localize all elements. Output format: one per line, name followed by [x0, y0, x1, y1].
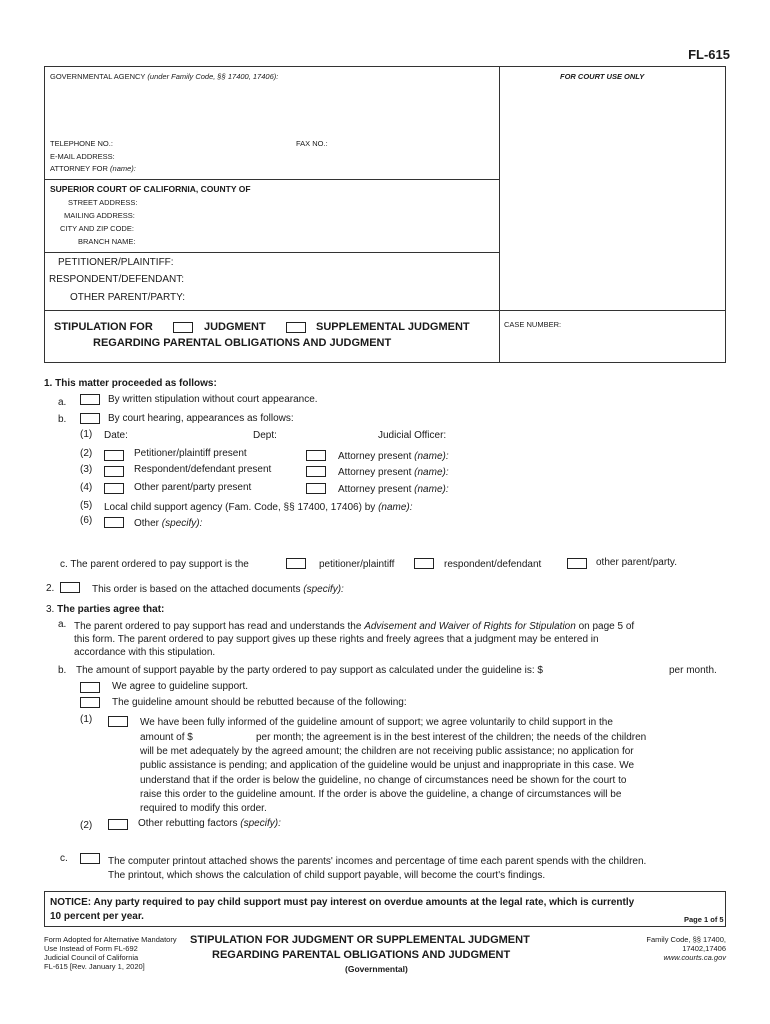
other-present-label: Other parent/party present: [134, 482, 252, 493]
branch-name-label: BRANCH NAME:: [78, 237, 136, 246]
s3a-text-1: The parent ordered to pay support has read and understands the: [74, 621, 362, 632]
page-number: Page 1 of 5: [684, 915, 724, 924]
s1b-text: By court hearing, appearances as follows:: [108, 413, 294, 424]
s1b3-num: (3): [80, 464, 93, 475]
r2-checkbox[interactable]: [108, 819, 128, 830]
r1-line7: required to modify this order.: [140, 803, 267, 814]
r1-line3: will be met adequately by the agreed amount; the children are not receiving public assistance; no application for: [140, 746, 634, 757]
s3a-advisement: Advisement and Waiver of Rights for Stipulation: [364, 621, 576, 632]
s3a-line2: this form. The parent ordered to pay support gives up these rights and freely agrees that a judgment may be entered in: [74, 634, 599, 645]
other-present-checkbox[interactable]: [104, 483, 124, 494]
r2-specify-hint: (specify):: [240, 818, 281, 829]
footer-left-4: FL-615 [Rev. January 1, 2020]: [44, 962, 145, 971]
respondent-label: RESPONDENT/DEFENDANT:: [49, 274, 185, 285]
r2-num: (2): [80, 820, 93, 831]
agree-guideline-checkbox[interactable]: [80, 682, 100, 693]
notice-line2: 10 percent per year.: [50, 911, 144, 922]
s1b5-num: (5): [80, 500, 93, 511]
agree-guideline-label: We agree to guideline support.: [112, 681, 249, 692]
rebutted-checkbox[interactable]: [80, 697, 100, 708]
other-appearance-checkbox[interactable]: [104, 517, 124, 528]
s1c-letter: c.: [60, 559, 68, 570]
telephone-label: TELEPHONE NO.:: [50, 139, 113, 148]
s1b4-num: (4): [80, 482, 93, 493]
date-label: Date:: [104, 430, 128, 441]
street-address-label: STREET ADDRESS:: [68, 198, 138, 207]
per-month-label: per month.: [669, 665, 717, 676]
s3c-line1: The computer printout attached shows the parents' incomes and percentage of time each parent spends with the children.: [108, 856, 647, 867]
s2-checkbox[interactable]: [60, 582, 80, 593]
footer-left-1: Form Adopted for Alternative Mandatory: [44, 935, 177, 944]
lcsa-name-hint: (name):: [378, 502, 413, 513]
pay-petitioner-label: petitioner/plaintiff: [319, 559, 395, 570]
pay-petitioner-checkbox[interactable]: [286, 558, 306, 569]
petitioner-present-checkbox[interactable]: [104, 450, 124, 461]
r1-line5: understand that if the order is below the guideline, no change of circumstances need be shown for the court to: [140, 775, 627, 786]
attorney-present-text: Attorney present: [338, 467, 412, 478]
pay-other-label: other parent/party.: [596, 557, 677, 568]
s3c-checkbox[interactable]: [80, 853, 100, 864]
lcsa-label: [104, 502, 413, 513]
attorney-for-name: (name):: [110, 164, 136, 173]
lcsa-text: Local child support agency (Fam. Code, §§ 17400, 17406) by: [104, 502, 376, 513]
attorney-name-hint: (name):: [414, 451, 449, 462]
s3-heading-text: The parties agree that:: [57, 604, 165, 615]
r1-checkbox[interactable]: [108, 716, 128, 727]
footer-right-2: 17402,17406: [682, 944, 726, 953]
s2-specify-hint: (specify):: [303, 584, 344, 595]
other-parent-label: OTHER PARENT/PARTY:: [70, 292, 186, 303]
title-stipulation-for: STIPULATION FOR: [54, 321, 153, 333]
s3b-text: The amount of support payable by the party ordered to pay support as calculated under the guideline is: $: [76, 665, 543, 676]
s3a-text-2: on page 5 of: [578, 621, 635, 632]
s1b-letter: b.: [58, 414, 67, 425]
footer-left-2: Use Instead of Form FL-692: [44, 944, 138, 953]
footer-right-3: www.courts.ca.gov: [663, 953, 726, 962]
title-line2: REGARDING PARENTAL OBLIGATIONS AND JUDGMENT: [93, 337, 392, 349]
s3a-letter: a.: [58, 619, 67, 630]
s1b1-num: (1): [80, 429, 93, 440]
title-supplemental: SUPPLEMENTAL JUDGMENT: [316, 321, 470, 333]
judicial-officer-label: Judicial Officer:: [378, 430, 447, 441]
case-number-label: CASE NUMBER:: [504, 320, 562, 329]
s1b6-num: (6): [80, 515, 93, 526]
pay-other-checkbox[interactable]: [567, 558, 587, 569]
attorney-present-text: Attorney present: [338, 451, 412, 462]
other-text: Other: [134, 518, 160, 529]
s3b-letter: b.: [58, 665, 67, 676]
petitioner-attorney-checkbox[interactable]: [306, 450, 326, 461]
dept-label: Dept:: [253, 430, 277, 441]
agency-label-text: GOVERNMENTAL AGENCY: [50, 72, 146, 81]
s3-heading: [46, 604, 164, 615]
s1a-text: By written stipulation without court appearance.: [108, 394, 318, 405]
s2-text-main: This order is based on the attached documents: [92, 584, 301, 595]
pay-respondent-label: respondent/defendant: [444, 559, 542, 570]
form-id: FL-615: [688, 47, 730, 62]
respondent-present-checkbox[interactable]: [104, 466, 124, 477]
other-specify-hint: (specify):: [161, 518, 203, 529]
fax-label: FAX NO.:: [296, 139, 328, 148]
attorney-for-label: [50, 164, 136, 173]
respondent-attorney-checkbox[interactable]: [306, 466, 326, 477]
r1-amount-label: amount of $: [140, 732, 193, 743]
other-appearance-label: [134, 518, 202, 529]
s1b-checkbox[interactable]: [80, 413, 100, 424]
r1-line6: raise this order to the guideline amount. If the order is above the guideline, a change of circumstances will be: [140, 789, 622, 800]
s3a-line1: [74, 621, 634, 632]
other-attorney-label: [338, 484, 449, 495]
s3-num: 3.: [46, 604, 55, 615]
attorney-name-hint: (name):: [414, 484, 449, 495]
footer-right-1: Family Code, §§ 17400,: [646, 935, 726, 944]
s1a-checkbox[interactable]: [80, 394, 100, 405]
judgment-checkbox[interactable]: [173, 322, 193, 333]
petitioner-label: PETITIONER/PLAINTIFF:: [58, 257, 174, 268]
petitioner-attorney-label: [338, 451, 449, 462]
s1c-text: The parent ordered to pay support is the: [70, 559, 249, 570]
s3c-letter: c.: [60, 853, 68, 864]
r2-text: Other rebutting factors: [138, 818, 238, 829]
attorney-for-text: ATTORNEY FOR: [50, 164, 108, 173]
city-zip-label: CITY AND ZIP CODE:: [60, 224, 134, 233]
footer-title-2: REGARDING PARENTAL OBLIGATIONS AND JUDGMENT: [212, 949, 511, 961]
agency-label: [50, 72, 278, 81]
other-attorney-checkbox[interactable]: [306, 483, 326, 494]
court-use-label: FOR COURT USE ONLY: [560, 72, 645, 81]
r1-line1: We have been fully informed of the guideline amount of support; we agree voluntarily to child support in the: [140, 717, 613, 728]
s1a-letter: a.: [58, 397, 67, 408]
court-title: SUPERIOR COURT OF CALIFORNIA, COUNTY OF: [50, 184, 251, 194]
notice-line1: NOTICE: Any party required to pay child support must pay interest on overdue amounts at the legal rate, which is currently: [50, 897, 635, 908]
s3a-line3: accordance with this stipulation.: [74, 647, 216, 658]
attorney-present-text: Attorney present: [338, 484, 412, 495]
attorney-name-hint: (name):: [414, 467, 449, 478]
rebutted-label: The guideline amount should be rebutted because of the following:: [112, 697, 407, 708]
s2-text: [92, 584, 344, 595]
respondent-present-label: Respondent/defendant present: [134, 464, 272, 475]
s2-num: 2.: [46, 583, 55, 594]
s3c-line2: The printout, which shows the calculation of child support payable, will become the court's findings.: [108, 870, 546, 881]
footer-left-3: Judicial Council of California: [44, 953, 139, 962]
title-judgment: JUDGMENT: [204, 321, 266, 333]
footer-title-3: (Governmental): [345, 964, 408, 974]
r1-line2: per month; the agreement is in the best interest of the children; the needs of the children: [256, 732, 647, 743]
s1-heading: 1. This matter proceeded as follows:: [44, 378, 217, 389]
petitioner-present-label: Petitioner/plaintiff present: [134, 448, 247, 459]
respondent-attorney-label: [338, 467, 449, 478]
supplemental-judgment-checkbox[interactable]: [286, 322, 306, 333]
agency-note: (under Family Code, §§ 17400, 17406):: [147, 72, 279, 81]
email-label: E-MAIL ADDRESS:: [50, 152, 115, 161]
footer-title-1: STIPULATION FOR JUDGMENT OR SUPPLEMENTAL JUDGMENT: [190, 934, 530, 946]
pay-respondent-checkbox[interactable]: [414, 558, 434, 569]
s1c-label: [60, 559, 249, 570]
r2-label: [138, 818, 281, 829]
r1-line4: public assistance is pending; and application of the guideline would be unjust and inappropriate in this case. We: [140, 760, 635, 771]
s1b2-num: (2): [80, 448, 93, 459]
r1-num: (1): [80, 714, 93, 725]
mailing-address-label: MAILING ADDRESS:: [64, 211, 135, 220]
